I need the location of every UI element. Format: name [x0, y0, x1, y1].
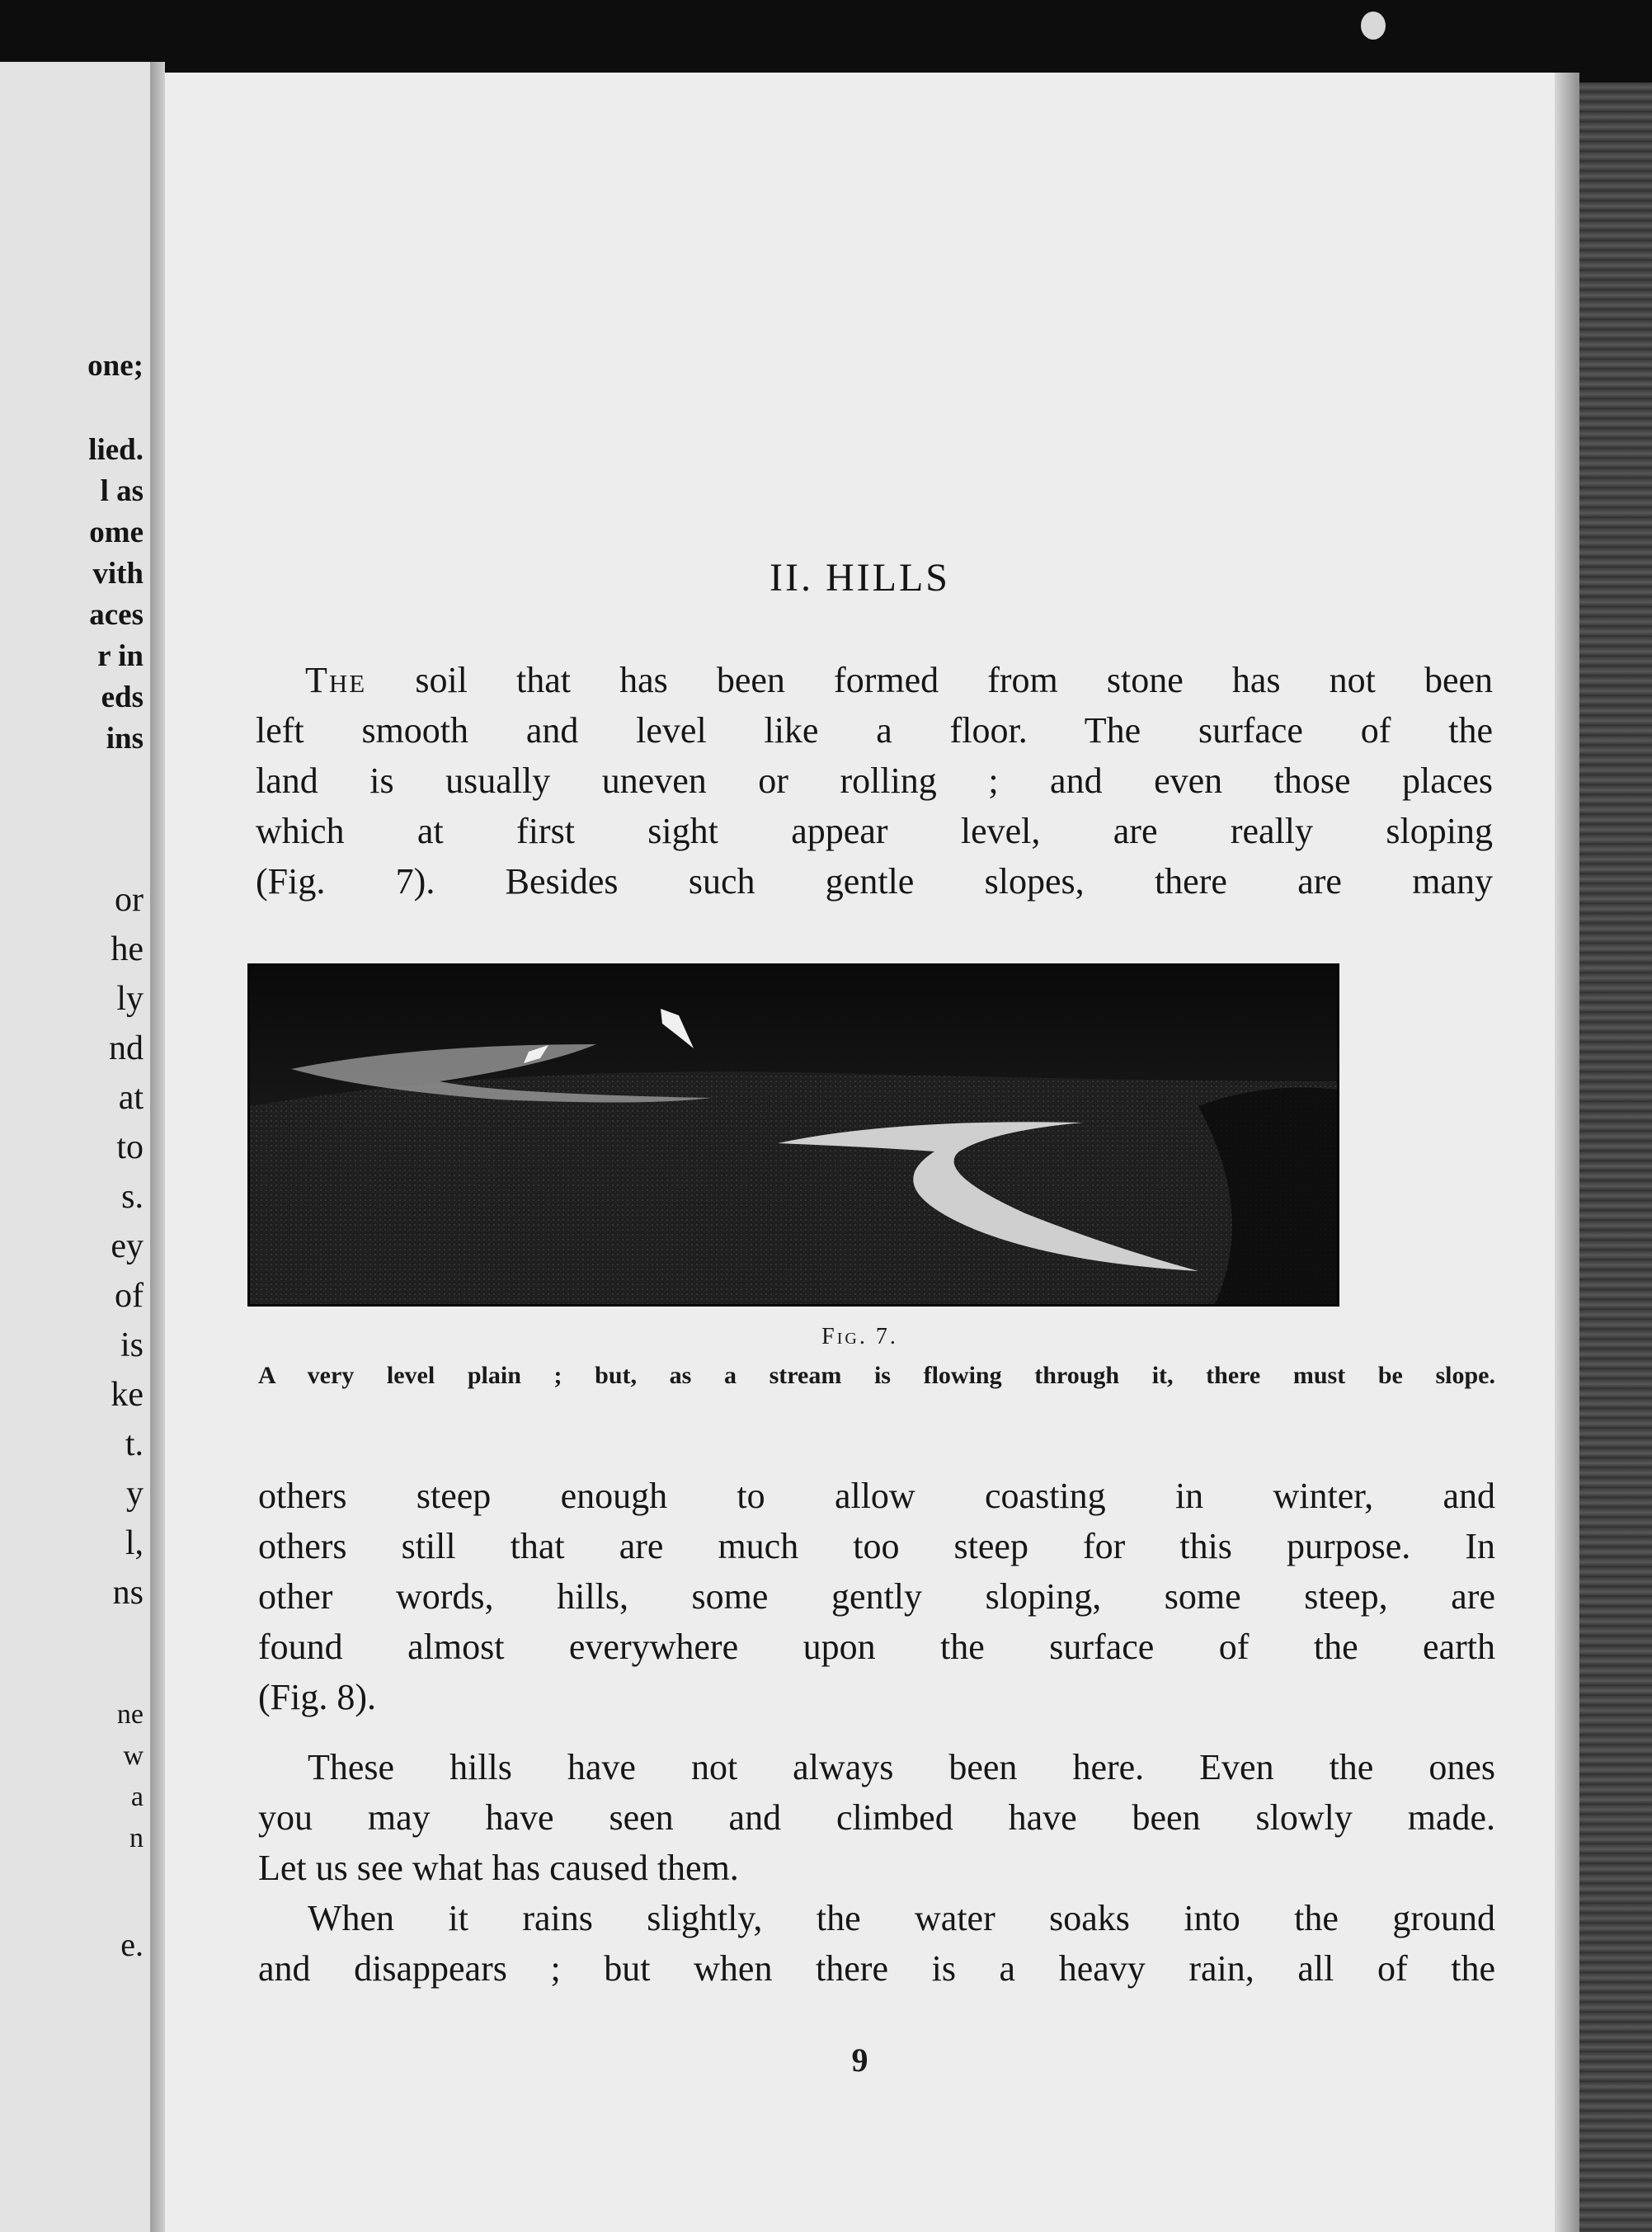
scan-corner-mark: [1361, 12, 1386, 40]
facing-page-fragment: l,: [125, 1524, 144, 1562]
page-number: 9: [851, 2041, 868, 2079]
facing-page-fragment: is: [120, 1326, 144, 1364]
level-plain-stream-photo: [250, 966, 1337, 1304]
book-cover-edge: [1579, 82, 1652, 2232]
paragraph-line: other words, hills, some gently sloping, some steep, are: [258, 1576, 1495, 1617]
facing-page-fragment: ey: [111, 1227, 144, 1265]
facing-page-fragment: ne: [116, 1699, 144, 1730]
facing-page-fragment: he: [111, 930, 144, 968]
facing-page-fragment: t.: [125, 1425, 144, 1463]
facing-page-fragment: ns: [112, 1574, 144, 1612]
paragraph-line: which at first sight appear level, are really sloping: [256, 811, 1493, 851]
paragraph-line: you may have seen and climbed have been slowly made.: [258, 1797, 1495, 1838]
facing-page-fragment: a: [130, 1782, 144, 1812]
paragraph-line: These hills have not always been here. Even the ones: [308, 1747, 1495, 1787]
facing-page-fragment: vith: [92, 557, 144, 591]
chapter-title: II. HILLS: [770, 556, 950, 600]
paragraph-line: (Fig. 7). Besides such gentle slopes, there are many: [256, 861, 1493, 902]
paragraph-line: and disappears ; but when there is a heavy rain, all of the: [258, 1948, 1495, 1989]
facing-page-fragment: r in: [97, 639, 144, 673]
dropcap-word: The: [305, 660, 367, 700]
paragraph-line: others steep enough to allow coasting in winter, and: [258, 1476, 1495, 1516]
facing-page-fragment: to: [116, 1128, 144, 1166]
paragraph-3: [258, 1893, 1495, 1994]
paragraph-line: When it rains slightly, the water soaks into the ground: [308, 1898, 1495, 1938]
paragraph-1: [256, 655, 1493, 906]
paragraph-1-continued: [258, 1471, 1495, 1722]
facing-page-fragment: n: [129, 1823, 144, 1853]
facing-page-fragment: ins: [106, 722, 144, 756]
facing-page-fragment: e.: [120, 1926, 144, 1963]
book-page: [165, 73, 1555, 2232]
facing-page-fragment: or: [115, 881, 144, 919]
facing-page-fragment: l as: [100, 474, 144, 508]
facing-page-fragment: of: [115, 1277, 144, 1315]
page-edge: [1555, 73, 1579, 2232]
facing-page-fragment: ly: [116, 980, 144, 1018]
facing-page-fragment: y: [126, 1475, 144, 1513]
facing-page-fragment: one;: [87, 349, 144, 383]
paragraph-line: land is usually uneven or rolling ; and even those places: [256, 760, 1493, 801]
facing-page-fragment: aces: [89, 598, 144, 632]
figure-caption: A very level plain ; but, as a stream is flowing through it, there must be slope.: [258, 1362, 1495, 1389]
paragraph-line: others still that are much too steep for this purpose. In: [258, 1526, 1495, 1566]
facing-page-fragment: w: [123, 1740, 144, 1771]
facing-page-fragment: eds: [101, 680, 144, 714]
book-gutter: [150, 62, 165, 2232]
facing-page-fragment: nd: [109, 1029, 144, 1067]
facing-page-fragment: ome: [89, 516, 144, 549]
paragraph-line: (Fig. 8).: [258, 1677, 376, 1717]
figure-7-image: [247, 963, 1339, 1307]
paragraph-line: left smooth and level like a floor. The surface of the: [256, 710, 1493, 751]
facing-page-left: [0, 62, 153, 2232]
facing-page-fragment: s.: [121, 1178, 144, 1216]
figure-label: Fig. 7.: [821, 1324, 898, 1349]
paragraph-line-text: soil that has been formed from stone has not been: [415, 660, 1494, 700]
paragraph-line: found almost everywhere upon the surface of the earth: [258, 1627, 1495, 1667]
facing-page-fragment: at: [118, 1079, 144, 1117]
paragraph-2: [258, 1742, 1495, 1893]
paragraph-line: Let us see what has caused them.: [258, 1848, 739, 1888]
paragraph-line: [256, 655, 1493, 705]
facing-page-fragment: lied.: [88, 433, 144, 467]
facing-page-fragment: ke: [111, 1376, 144, 1414]
